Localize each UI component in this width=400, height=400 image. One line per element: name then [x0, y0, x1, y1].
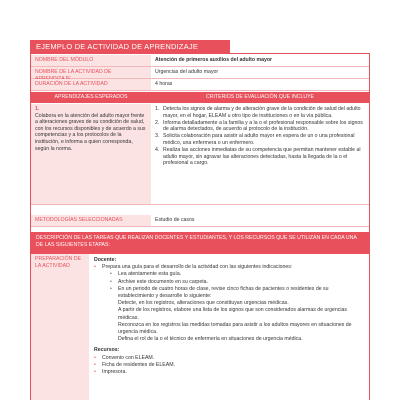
aprendizaje-text: Colabora en la atención del adulto mayor frente a alteraciones graves de su condición de salud, con los recursos disponibles y de acuerdo a sus competencias y a los protocolos de la institución, e informa a quien corresponda, según la norma. [35, 112, 146, 152]
criterio-item: 2. Informa detalladamente a la familia y a la o el profesional responsable sobre los signos de alarma detectados, de acuerdo al protocolo de la institución. [155, 119, 363, 133]
info-value: 4 horas [155, 81, 173, 87]
metodologias-value: Estudio de casos [155, 217, 195, 223]
bullet-icon: • [94, 369, 96, 376]
bullet-icon: • [110, 278, 112, 285]
info-row-duration [31, 79, 369, 91]
task-item: Reconozca en los registros las medidas tomadas para asistir a los adultos mayores en situaciones de urgencia médica. [118, 321, 352, 336]
bullet-icon: • [94, 361, 96, 368]
list-item: • Convenio con ELEAM. [94, 354, 155, 361]
task-list [94, 300, 364, 343]
table-header-row [31, 92, 369, 103]
info-label: NOMBRE DEL MÓDULO [31, 55, 151, 66]
info-label: NOMBRE DE LA ACTIVIDAD DE [31, 67, 151, 78]
section-title: EJEMPLO DE ACTIVIDAD DE APRENDIZAJE [30, 40, 230, 53]
metodologias-label: METODOLOGÍAS SELECCIONADAS [31, 215, 151, 226]
info-value: Atención de primeros auxilios del adulto mayor [155, 57, 273, 63]
bullet-icon: • [110, 271, 112, 278]
list-item: • Ficha de residentes de ELEAM. [94, 361, 175, 368]
descripcion-bar: DESCRIPCIÓN DE LAS TAREAS QUE REALIZAN DOCENTES Y ESTUDIANTES, Y LOS RECURSOS QUE SE UTILIZAN EN CADA UNA DE LAS SIGUIENTES ETAPAS: [31, 232, 369, 254]
list-item: • Archive este documento en su carpeta. [110, 278, 208, 285]
aprendizaje-cell [31, 104, 151, 204]
criterios-cell [151, 104, 369, 204]
preparacion-body [89, 254, 369, 400]
list-item: • Prepara una guía para el desarrollo de la actividad con las siguientes indicaciones: [94, 264, 293, 271]
criterios-list [155, 106, 365, 167]
info-value: Urgencias del adulto mayor [155, 69, 219, 75]
docente-title: Docente: [94, 257, 117, 263]
info-row-module [31, 55, 369, 67]
column-header-criterios: CRITERIOS DE EVALUACIÓN QUE INCLUYE [206, 94, 314, 100]
info-row-activity [31, 67, 369, 79]
criterio-item: 1. Detecta los signos de alarma y de alteración grave de la condición de salud del adulto mayor, en el hogar, ELEAM u otro tipo de instituciones o en la vía pública. [155, 106, 361, 119]
list-item: • Impresora. [94, 369, 127, 376]
bullet-icon: • [94, 264, 96, 271]
column-header-aprendizajes: APRENDIZAJES ESPERADOS [54, 94, 128, 100]
bullet-list [94, 271, 364, 300]
preparacion-label: PREPARACIÓN DE LA ACTIVIDAD [31, 254, 89, 400]
recursos-title: Recursos: [94, 347, 120, 354]
task-item: A partir de los registros, elabore una lista de los signos que son considerados alarmas de urgencias médicas. [118, 307, 347, 321]
list-item: • Lea atentamente esta guía. [110, 271, 182, 278]
criterio-item: 3. Solicita colaboración para asistir al adulto mayor en espera de un o una profesional médico, una enfermera o un enfermero. [155, 133, 355, 146]
info-label: DURACIÓN DE LA ACTIVIDAD [31, 79, 151, 90]
task-item: Detecte, en los registros, alteraciones que constituyan urgencias médicas. [118, 300, 289, 307]
task-item: Defina el rol de la o el técnico de enfermería en situaciones de urgencia médica. [118, 336, 303, 343]
criterio-item: 4. Realiza las acciones inmediatas de su competencia que permitan mantener estable al adulto mayor, sin agravar las alteraciones detectadas, hasta la llegada de la o el profesional a cargo. [155, 147, 361, 167]
aprendizaje-row [31, 104, 369, 205]
bullet-icon: • [94, 354, 96, 361]
bullet-icon: • [110, 285, 112, 292]
metodologias-row [31, 215, 369, 227]
preparacion-row [31, 254, 369, 400]
list-item: • En un periodo de cuatro horas de clase, revise cinco fichas de pacientes o residentes de su establecimiento y desarrolle lo siguiente: [110, 285, 329, 300]
aprendizaje-number: 1. [35, 106, 40, 112]
